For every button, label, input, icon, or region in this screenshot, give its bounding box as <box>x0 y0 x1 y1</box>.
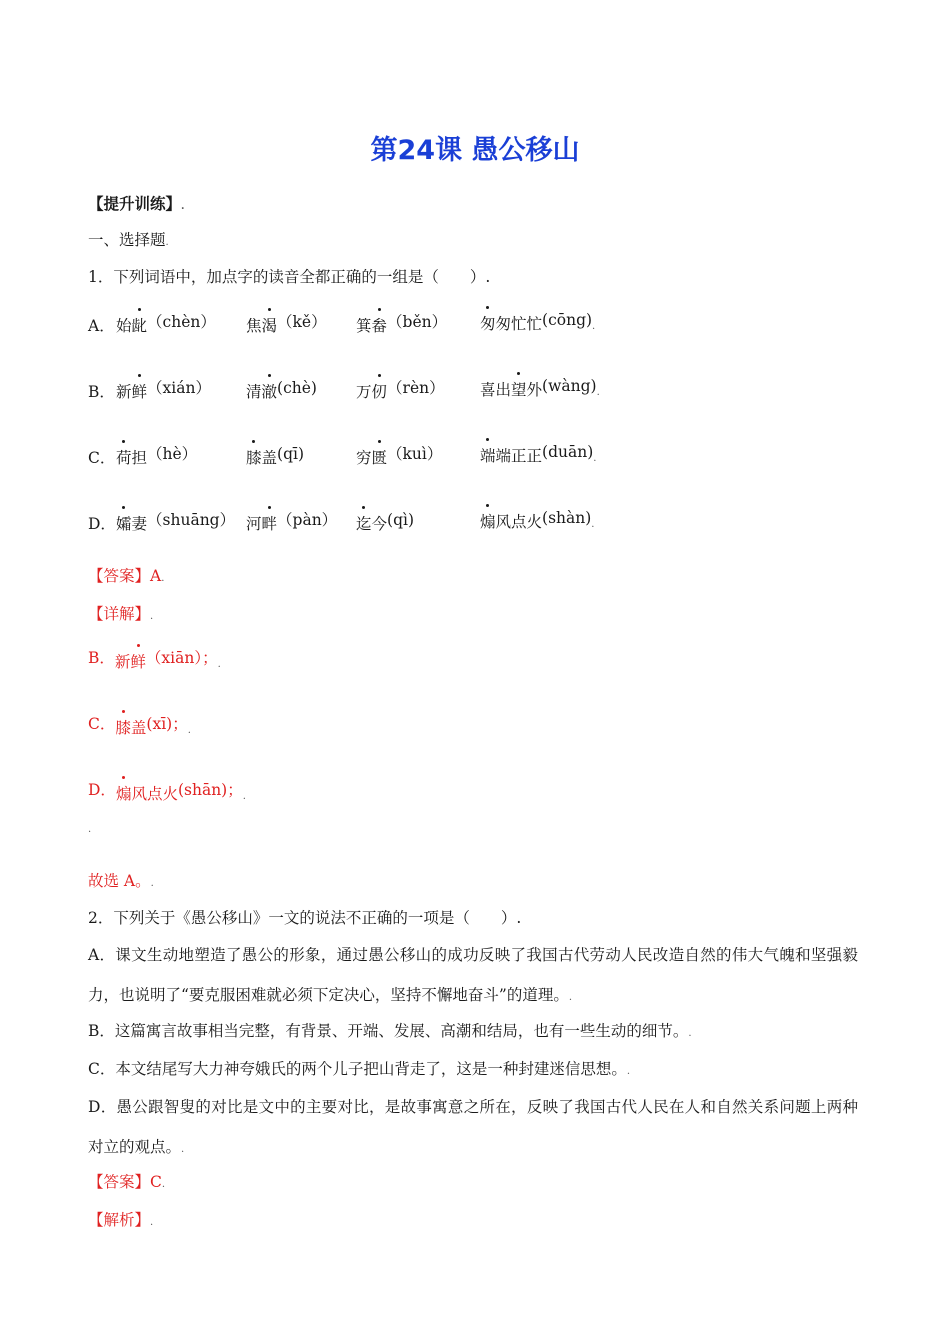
dotted-character: 匮 <box>372 446 388 468</box>
dotted-character: 迄 <box>356 512 372 534</box>
dotted-character: 鲜 <box>130 650 146 672</box>
word-suffix: 端正正 <box>495 447 543 465</box>
word-prefix: 清 <box>246 383 262 401</box>
q2-answer: 【答案】C. <box>88 1173 166 1191</box>
dotted-character: 膝 <box>115 716 131 738</box>
q1-option-label: A． <box>88 317 115 335</box>
q1-stem: 1．下列词语中，加点字的读音全都正确的一组是（ ）. <box>88 268 491 286</box>
word-prefix: 始 <box>116 317 132 335</box>
dotted-character: 孀 <box>116 512 132 534</box>
pinyin: （chèn） <box>147 313 216 331</box>
q1-option-word <box>356 512 414 534</box>
word-suffix: 风点火 <box>495 513 543 531</box>
dotted-character: 渴 <box>262 314 278 336</box>
q1-detail-item <box>88 650 221 672</box>
pinyin: （xián） <box>147 379 211 397</box>
q1-option-word <box>116 512 235 534</box>
dotted-character: 澈 <box>262 380 278 402</box>
q1-option-word <box>246 314 327 336</box>
pinyin: （hè） <box>147 445 198 463</box>
word-suffix: 担 <box>131 449 148 467</box>
pinyin: （rèn） <box>387 379 445 397</box>
word-suffix: 匆忙忙 <box>495 315 543 333</box>
q1-option-word <box>246 512 337 534</box>
section-heading: 【提升训练】. <box>88 194 185 213</box>
paragraph-mark: . <box>217 659 221 670</box>
dotted-character: 端 <box>480 444 496 466</box>
dotted-character: 畔 <box>262 512 278 534</box>
paragraph-mark: . <box>591 519 595 530</box>
word-suffix: 妻 <box>131 515 148 533</box>
q2-option-b: B．这篇寓言故事相当完整，有背景、开端、发展、高潮和结局，也有一些生动的细节。. <box>88 1022 692 1040</box>
pinyin: （xiān）； <box>145 649 218 667</box>
detail-label: C． <box>88 715 116 733</box>
pinyin: （kě） <box>277 313 327 331</box>
paragraph-mark: . <box>593 453 597 464</box>
pinyin: （běn） <box>387 313 448 331</box>
word-prefix: 焦 <box>246 317 262 335</box>
blank-mark: . <box>88 824 92 835</box>
word-suffix: 盖 <box>261 449 278 467</box>
q1-option-word <box>116 380 211 402</box>
word-prefix: 河 <box>246 515 262 533</box>
pinyin: （shuāng） <box>147 511 236 529</box>
word-prefix: 箕 <box>356 317 372 335</box>
paragraph-mark: . <box>596 387 600 398</box>
page-title: 第24课 愚公移山 <box>370 135 580 166</box>
pinyin: (qì) <box>387 511 415 529</box>
word-prefix: 新 <box>116 383 132 401</box>
pinyin: (qī) <box>277 445 305 463</box>
q1-detail-item <box>88 716 191 738</box>
q1-option-word <box>480 378 600 400</box>
q2-analysis-label: 【解析】. <box>88 1211 154 1229</box>
word-suffix: 今 <box>371 515 388 533</box>
q2-option-d: D．愚公跟智叟的对比是文中的主要对比，是故事寓意之所在，反映了我国古代人民在人和自然关系问题上两种对立的观点。. <box>88 1098 858 1156</box>
q1-option-label: D． <box>88 515 116 533</box>
q1-conclusion: 故选 A。. <box>88 872 154 890</box>
detail-label: B． <box>88 649 115 667</box>
dotted-character: 龀 <box>132 314 148 336</box>
word-prefix: 穷 <box>356 449 372 467</box>
pinyin: （kuì） <box>387 445 443 463</box>
dotted-character: 煽 <box>116 782 132 804</box>
q1-option-word <box>480 312 595 334</box>
q1-option-word <box>356 380 445 402</box>
word-prefix: 万 <box>356 383 372 401</box>
dotted-character: 煽 <box>480 510 496 532</box>
q2-option-c: C．本文结尾写大力神夸娥氏的两个儿子把山背走了，这是一种封建迷信思想。. <box>88 1060 631 1078</box>
dotted-character: 匆 <box>480 312 496 334</box>
q1-option-word <box>356 314 447 336</box>
word-prefix: 新 <box>114 653 131 671</box>
paragraph-mark: . <box>242 791 246 802</box>
q1-option-word <box>116 446 197 468</box>
q1-answer: 【答案】A. <box>88 567 165 585</box>
q2-option-a: A．课文生动地塑造了愚公的形象，通过愚公移山的成功反映了我国古代劳动人民改造自然的伟大气魄和坚强毅力，也说明了“要克服困难就必须下定决心，坚持不懈地奋斗”的道理。. <box>88 946 858 1004</box>
subheading: 一、选择题. <box>88 231 169 249</box>
word-suffix: 外 <box>526 381 543 399</box>
q1-option-label: B． <box>88 383 115 401</box>
word-suffix: 风点火 <box>131 785 178 803</box>
q1-option-word <box>356 446 442 468</box>
pinyin: (shàn) <box>542 509 592 527</box>
pinyin: (shān)； <box>177 781 243 799</box>
q1-detail-label: 【详解】. <box>88 605 154 623</box>
dotted-character: 仞 <box>372 380 388 402</box>
dotted-character: 望 <box>511 378 527 400</box>
q1-option-word <box>246 446 304 468</box>
q1-detail-item <box>88 782 246 804</box>
q1-option-word <box>246 380 317 402</box>
paragraph-mark: . <box>592 321 596 332</box>
pinyin: (cōng) <box>542 311 593 329</box>
pinyin: （pàn） <box>277 511 338 529</box>
dotted-character: 畚 <box>372 314 388 336</box>
q1-option-word <box>480 510 594 532</box>
q1-option-word <box>480 444 596 466</box>
paragraph-mark: . <box>187 725 191 736</box>
pinyin: (chè) <box>277 379 317 397</box>
word-suffix: 盖 <box>130 719 147 737</box>
pinyin: (wàng) <box>542 377 597 395</box>
q1-option-word <box>116 314 216 336</box>
pinyin: (duān) <box>542 443 594 461</box>
dotted-character: 鲜 <box>132 380 148 402</box>
dotted-character: 膝 <box>246 446 262 468</box>
dotted-character: 荷 <box>116 446 132 468</box>
word-prefix: 喜出 <box>480 381 512 399</box>
detail-label: D． <box>88 781 116 799</box>
q1-option-label: C． <box>88 449 116 467</box>
q2-stem: 2．下列关于《愚公移山》一文的说法不正确的一项是（ ）. <box>88 909 522 927</box>
pinyin: (xī)； <box>146 715 188 733</box>
